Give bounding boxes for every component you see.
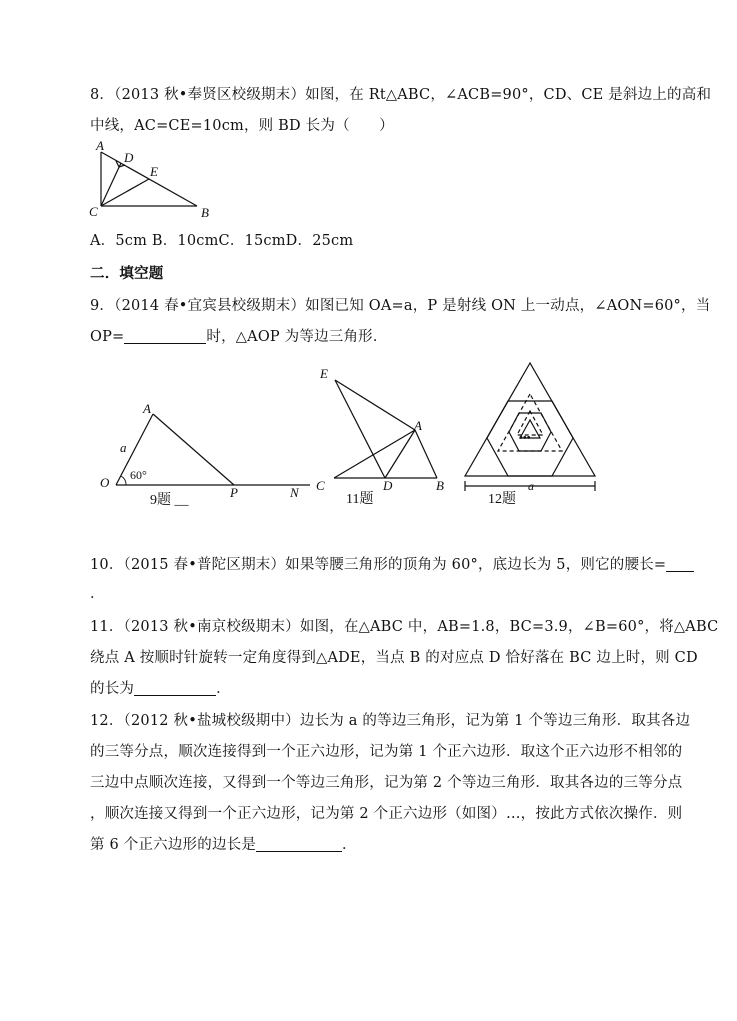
- q12-suffix: ．: [342, 837, 357, 853]
- section-title: 二．填空题: [90, 265, 164, 282]
- q11-suffix: ．: [216, 681, 231, 697]
- figure-12: [465, 363, 595, 507]
- q12-line-1: 12．（2012 秋•盐城校级期中）边长为 a 的等边三角形，记为第 1 个等边三角形．取其各边: [90, 713, 691, 729]
- fig9-caption: 9题 __: [150, 493, 189, 508]
- fig11-label-C: C: [316, 478, 325, 493]
- q9-suffix: 时，△AOP 为等边三角形．: [206, 329, 388, 345]
- fig11-caption: 11题: [346, 492, 374, 507]
- fig11-label-B: B: [436, 478, 444, 493]
- q10-text: 10．（2015 春•普陀区期末）如果等腰三角形的顶角为 60°，底边长为 5，则它的腰长=: [90, 557, 667, 573]
- q8-line-2: 中线，AC=CE=10cm，则 BD 长为（ ）: [90, 118, 394, 134]
- fig9-angle: 60°: [130, 468, 147, 482]
- q8-label-D: D: [124, 150, 134, 165]
- fig11-label-A: A: [414, 418, 422, 433]
- fig11-label-D: D: [383, 478, 393, 493]
- q11-prefix: 的长为: [90, 681, 135, 697]
- q12-answer-blank[interactable]: [256, 837, 342, 853]
- q8-label-A: A: [96, 138, 104, 153]
- fig9-label-a: a: [120, 440, 127, 455]
- fig12-dots: •••: [519, 432, 531, 444]
- q11-line-1: 11．（2013 秋•南京校级期末）如图，在△ABC 中，AB=1.8，BC=3.9，∠B=60°，将△ABC: [90, 619, 719, 635]
- q8-line-1: 8．（2013 秋•奉贤区校级期末）如图，在 Rt△ABC，∠ACB=90°，CD、CE 是斜边上的高和: [90, 87, 712, 103]
- q8-label-E: E: [150, 164, 158, 179]
- q12-line-3: 三边中点顺次连接，又得到一个等边三角形，记为第 2 个等边三角形．取其各边的三等分点: [90, 775, 683, 791]
- q12-line-5: [90, 833, 357, 854]
- q11-line-3: [90, 677, 231, 698]
- q12-prefix: 第 6 个正六边形的边长是: [90, 837, 257, 853]
- fig12-label-a: a: [528, 479, 534, 493]
- fig9-label-O: O: [100, 475, 110, 490]
- q11-answer-blank[interactable]: [134, 681, 216, 697]
- fig9-label-P: P: [230, 485, 238, 500]
- figure-9: [100, 401, 310, 508]
- q12-line-4: ，顺次连接又得到一个正六边形，记为第 2 个正六边形（如图）…，按此方式依次操作．则: [90, 806, 683, 822]
- q8-label-C: C: [89, 204, 98, 219]
- q10-line-2: ．: [90, 586, 105, 602]
- fig11-label-E: E: [320, 366, 328, 381]
- q8-label-B: B: [201, 205, 209, 220]
- q10-line-1: [90, 553, 694, 574]
- q9-line-1: 9．（2014 春•宜宾县校级期末）如图已知 OA=a，P 是射线 ON 上一动点，∠AON=60°，当: [90, 298, 711, 314]
- q8-options: A．5cm B．10cmC．15cmD．25cm: [90, 233, 354, 249]
- fig9-label-A: A: [143, 401, 151, 416]
- figure-11: [316, 366, 444, 507]
- q10-answer-blank[interactable]: [666, 557, 694, 573]
- fig9-label-N: N: [290, 485, 299, 500]
- q11-line-2: 绕点 A 按顺时针旋转一定角度得到△ADE，当点 B 的对应点 D 恰好落在 BC 边上时，则 CD: [90, 650, 698, 666]
- q12-line-2: 的三等分点，顺次连接得到一个正六边形，记为第 1 个正六边形．取这个正六边形不相邻的: [90, 744, 683, 760]
- q9-prefix: OP=: [90, 329, 125, 345]
- fig12-caption: 12题: [488, 492, 516, 507]
